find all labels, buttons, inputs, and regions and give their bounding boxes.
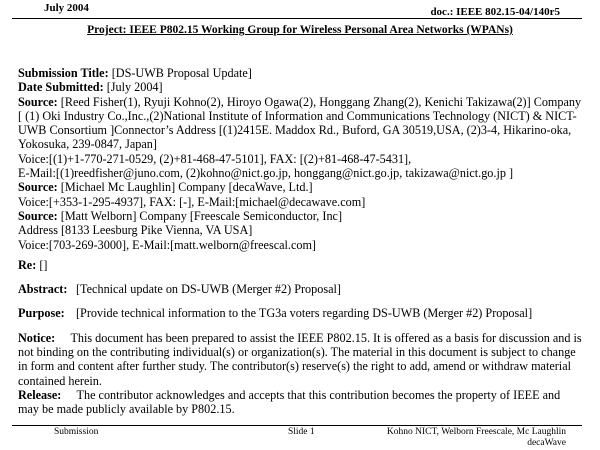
- source3-value: [Matt Welborn] Company [Freescale Semiconductor, Inc]: [60, 208, 343, 223]
- source3-voice: Voice:[703-269-3000], E-Mail:[matt.welborn@freescal.com]: [18, 237, 316, 252]
- submission-title-value: [DS-UWB Proposal Update]: [111, 66, 252, 80]
- footer-submission: Submission: [54, 427, 99, 437]
- purpose-line: [18, 306, 582, 320]
- purpose-label: Purpose:: [18, 306, 65, 321]
- project-title: Project: IEEE P802.15 Working Group for Wireless Personal Area Networks (WPANs): [87, 24, 513, 36]
- footer-rule: [12, 425, 582, 426]
- date-submitted-line: [18, 80, 582, 94]
- source1-email: E-Mail:[(1)reedfisher@juno.com, (2)kohno@nict.go.jp, honggang@nict.go.jp, takizawa@nict.go.jp ]: [18, 166, 514, 181]
- notice-label: Notice:: [18, 330, 56, 345]
- abstract-label: Abstract:: [18, 282, 68, 297]
- source1-line: [18, 95, 582, 152]
- source2-line: [18, 180, 582, 194]
- abstract-line: [18, 282, 582, 296]
- header-rule: [12, 18, 582, 19]
- source3-label: Source:: [18, 208, 58, 223]
- notice-paragraph: [18, 331, 582, 388]
- abstract-value: [Technical update on DS-UWB (Merger #2) Proposal]: [76, 282, 341, 297]
- release-paragraph: [18, 388, 582, 417]
- release-value: The contributor acknowledges and accepts that this contribution becomes the property of IEEE and may be made publicly available by P802.15.: [18, 387, 561, 417]
- date-submitted-label: Date Submitted:: [18, 80, 104, 95]
- release-label: Release:: [18, 387, 62, 402]
- footer-authors: Kohno NICT, Welborn Freescale, Mc Laughlin decaWave: [386, 427, 566, 448]
- submission-title-line: [18, 66, 582, 80]
- notice-value: This document has been prepared to assist the IEEE P802.15. It is offered as a basis for discussion and is not binding on the contributing individual(s) or organization(s). The material in this document is subject to change in form and content after further study. The contributor(s) reserve(s) the right to add, amend or withdraw material contained herein.: [18, 330, 582, 388]
- source2-label: Source:: [18, 180, 58, 195]
- submission-title-label: Submission Title:: [18, 66, 109, 80]
- source1-label: Source:: [18, 94, 58, 109]
- re-label: Re:: [18, 257, 37, 272]
- header-doc-number: doc.: IEEE 802.15-04/140r5: [430, 6, 560, 18]
- footer-slide-number: Slide 1: [288, 427, 315, 437]
- submission-content: [18, 66, 582, 417]
- source3-address: Address [8133 Leesburg Pike Vienna, VA USA]: [18, 223, 253, 238]
- re-value: []: [39, 257, 48, 272]
- purpose-value: [Provide technical information to the TG3a voters regarding DS-UWB (Merger #2) Proposal]: [76, 306, 533, 321]
- source1-voice: Voice:[(1)+1-770-271-0529, (2)+81-468-47-5101], FAX: [(2)+81-468-47-5431],: [18, 151, 412, 166]
- source2-voice: Voice:[+353-1-295-4937], FAX: [-], E-Mail:[michael@decawave.com]: [18, 194, 366, 209]
- re-line: [18, 258, 582, 272]
- source1-value: [Reed Fisher(1), Ryuji Kohno(2), Hiroyo Ogawa(2), Honggang Zhang(2), Kenichi Takizawa(2)] Company [ (1) Oki Industry Co.,Inc.,(2)National Institute of Information and Communications Technology (NICT) & NICT-UWB Consortium ]Connector’s Address [(1)2415E. Maddox Rd., Buford, GA 30519,USA, (2)3-4, Hikarino-oka, Yokosuka, 239-0847, Japan]: [18, 94, 582, 152]
- source2-value: [Michael Mc Laughlin] Company [decaWave, Ltd.]: [60, 180, 313, 195]
- header-date: July 2004: [44, 2, 89, 14]
- source3-line: [18, 209, 582, 223]
- date-submitted-value: [July 2004]: [106, 80, 163, 95]
